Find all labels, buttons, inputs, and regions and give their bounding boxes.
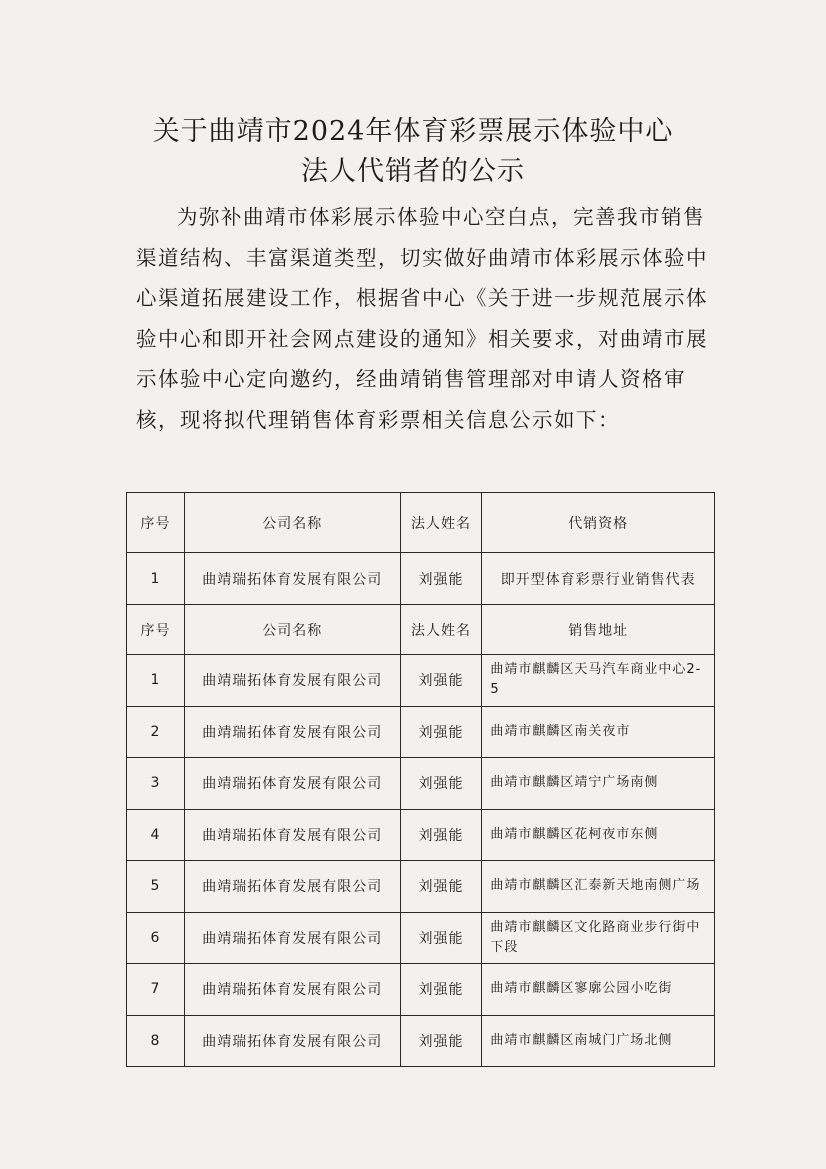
cell-legal-person: 刘强能 bbox=[400, 655, 482, 707]
cell-company: 曲靖瑞拓体育发展有限公司 bbox=[184, 964, 400, 1016]
cell-company: 曲靖瑞拓体育发展有限公司 bbox=[184, 1015, 400, 1067]
cell-index: 8 bbox=[127, 1015, 185, 1067]
cell-index: 1 bbox=[127, 655, 185, 707]
cell-legal-person: 刘强能 bbox=[400, 758, 482, 810]
header-cell-legal-person: 法人姓名 bbox=[400, 605, 482, 655]
cell-address: 曲靖市麒麟区花柯夜市东侧 bbox=[482, 809, 715, 861]
cell-legal-person: 刘强能 bbox=[400, 706, 482, 758]
cell-address: 曲靖市麒麟区文化路商业步行街中下段 bbox=[482, 912, 715, 964]
cell-address: 曲靖市麒麟区南关夜市 bbox=[482, 706, 715, 758]
cell-index: 5 bbox=[127, 861, 185, 913]
table-row bbox=[127, 809, 715, 861]
table-row bbox=[127, 1015, 715, 1067]
cell-legal-person: 刘强能 bbox=[400, 1015, 482, 1067]
cell-company: 曲靖瑞拓体育发展有限公司 bbox=[184, 758, 400, 810]
cell-company: 曲靖瑞拓体育发展有限公司 bbox=[184, 861, 400, 913]
paragraph-line: 渠道结构、丰富渠道类型，切实做好曲靖市体彩展示体验中 bbox=[136, 245, 708, 270]
table-row bbox=[127, 655, 715, 707]
table-row bbox=[127, 758, 715, 810]
cell-address: 曲靖市麒麟区南城门广场北侧 bbox=[482, 1015, 715, 1067]
table-header-row bbox=[127, 605, 715, 655]
table-row bbox=[127, 706, 715, 758]
table-header-row bbox=[127, 493, 715, 553]
header-cell-company: 公司名称 bbox=[184, 605, 400, 655]
cell-index: 7 bbox=[127, 964, 185, 1016]
cell-legal-person: 刘强能 bbox=[400, 553, 482, 605]
cell-legal-person: 刘强能 bbox=[400, 861, 482, 913]
cell-company: 曲靖瑞拓体育发展有限公司 bbox=[184, 553, 400, 605]
announcement-paragraph bbox=[136, 197, 716, 440]
cell-address: 曲靖市麒麟区寥廓公园小吃街 bbox=[482, 964, 715, 1016]
cell-index: 1 bbox=[127, 553, 185, 605]
header-cell-legal-person: 法人姓名 bbox=[400, 493, 482, 553]
header-cell-address: 销售地址 bbox=[482, 605, 715, 655]
table-row bbox=[127, 912, 715, 964]
table-row bbox=[127, 861, 715, 913]
paragraph-line: 示体验中心定向邀约，经曲靖销售管理部对申请人资格审 bbox=[136, 367, 686, 391]
cell-legal-person: 刘强能 bbox=[400, 809, 482, 861]
cell-company: 曲靖瑞拓体育发展有限公司 bbox=[184, 912, 400, 964]
cell-address: 曲靖市麒麟区靖宁广场南侧 bbox=[482, 758, 715, 810]
cell-legal-person: 刘强能 bbox=[400, 912, 482, 964]
header-cell-index: 序号 bbox=[127, 493, 185, 553]
paragraph-line: 为弥补曲靖市体彩展示体验中心空白点，完善我市销售 bbox=[177, 205, 705, 229]
header-cell-index: 序号 bbox=[127, 605, 185, 655]
cell-address: 曲靖市麒麟区天马汽车商业中心2-5 bbox=[482, 655, 715, 707]
cell-company: 曲靖瑞拓体育发展有限公司 bbox=[184, 706, 400, 758]
document-title-line-2: 法人代销者的公示 bbox=[301, 156, 525, 187]
cell-index: 6 bbox=[127, 912, 185, 964]
sales-agent-table bbox=[126, 492, 715, 1067]
header-cell-qualification: 代销资格 bbox=[482, 493, 715, 553]
cell-index: 3 bbox=[127, 758, 185, 810]
header-cell-company: 公司名称 bbox=[184, 493, 400, 553]
paragraph-line: 心渠道拓展建设工作，根据省中心《关于进一步规范展示体 bbox=[136, 286, 708, 310]
cell-address: 曲靖市麒麟区汇泰新天地南侧广场 bbox=[482, 861, 715, 913]
cell-qualification: 即开型体育彩票行业销售代表 bbox=[482, 553, 715, 605]
cell-index: 4 bbox=[127, 809, 185, 861]
cell-company: 曲靖瑞拓体育发展有限公司 bbox=[184, 655, 400, 707]
paragraph-line: 核，现将拟代理销售体育彩票相关信息公示如下： bbox=[136, 407, 620, 432]
cell-legal-person: 刘强能 bbox=[400, 964, 482, 1016]
cell-company: 曲靖瑞拓体育发展有限公司 bbox=[184, 809, 400, 861]
table-row bbox=[127, 964, 715, 1016]
table-row bbox=[127, 553, 715, 605]
document-title-line-1: 关于曲靖市2024年体育彩票展示体验中心 bbox=[152, 116, 674, 147]
cell-index: 2 bbox=[127, 706, 185, 758]
paragraph-line: 验中心和即开社会网点建设的通知》相关要求，对曲靖市展 bbox=[136, 326, 708, 351]
